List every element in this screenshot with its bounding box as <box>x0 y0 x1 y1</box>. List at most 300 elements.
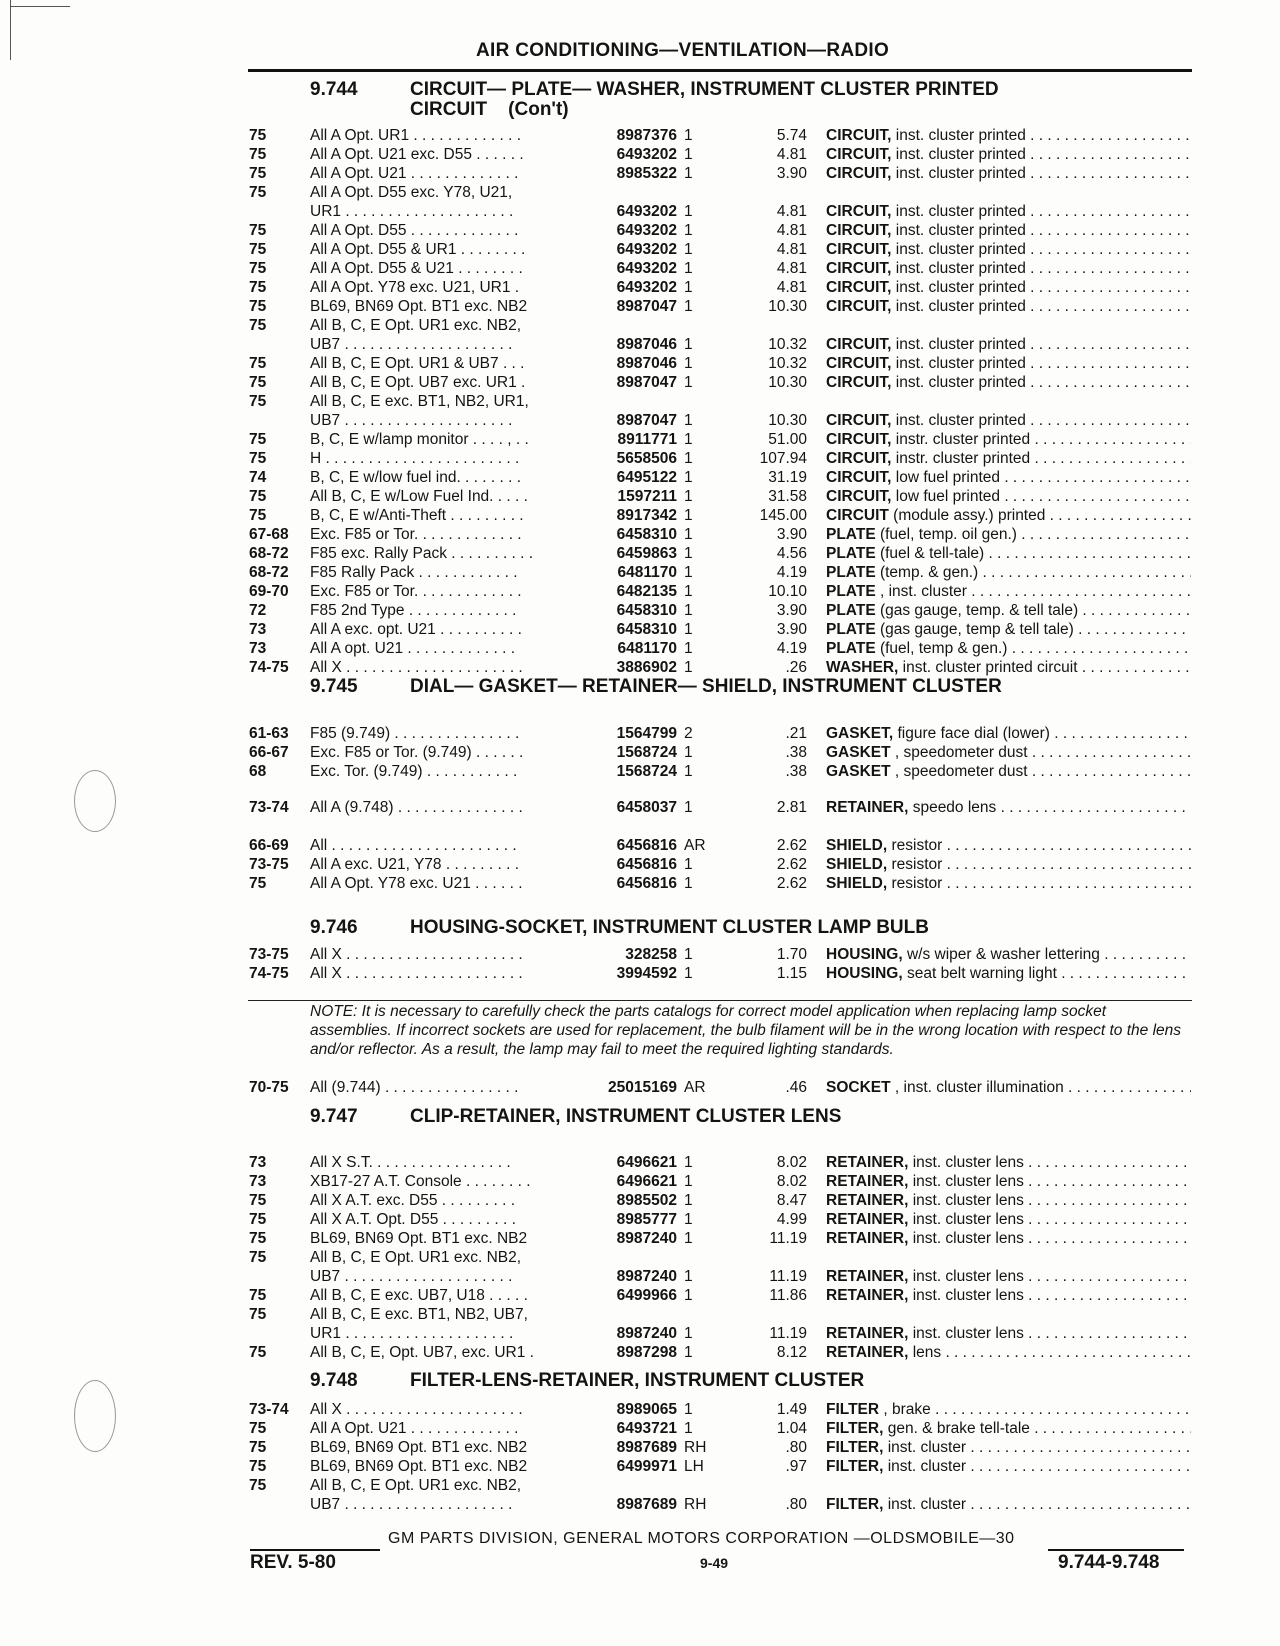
section-heading: HOUSING-SOCKET, INSTRUMENT CLUSTER LAMP BULB <box>410 917 929 938</box>
price: 4.81 <box>776 279 807 296</box>
price: 1.49 <box>776 1401 807 1418</box>
description-name: CIRCUIT, <box>826 222 892 239</box>
description-detail: (fuel & tell-tale) <box>875 545 985 562</box>
description <box>826 373 1191 392</box>
application: All B, C, E exc. UB7, U18 . . . . . <box>310 1287 528 1304</box>
model-years: 75 <box>249 355 267 372</box>
leader-dots <box>1007 640 1191 657</box>
part-number: 5658506 <box>616 450 677 467</box>
description-detail: inst. cluster printed circuit <box>898 659 1078 676</box>
description <box>826 126 1191 145</box>
leader-dots <box>1000 469 1191 486</box>
model-years: 73-74 <box>249 799 289 816</box>
part-number: 6499971 <box>616 1458 677 1475</box>
table-row <box>0 1248 1280 1267</box>
price: 4.81 <box>776 146 807 163</box>
table-row <box>0 278 1280 297</box>
leader-dots <box>1028 744 1191 761</box>
model-years: 75 <box>249 875 267 892</box>
table-row <box>0 762 1280 781</box>
section-number: 9.747 <box>310 1106 358 1127</box>
part-number: 6493202 <box>616 222 677 239</box>
description-detail: resistor <box>887 837 943 854</box>
leader-dots <box>1024 1192 1191 1209</box>
description-detail: resistor <box>887 875 943 892</box>
table-row <box>0 1419 1280 1438</box>
price: 1.15 <box>776 965 807 982</box>
quantity: 1 <box>684 222 693 239</box>
model-years: 75 <box>249 1439 267 1456</box>
application: All . . . . . . . . . . . . . . . . . . . . . . <box>310 837 517 854</box>
part-number: 328258 <box>625 946 677 963</box>
part-number: 6458310 <box>616 621 677 638</box>
price: 3.90 <box>776 621 807 638</box>
description-name: GASKET <box>826 744 891 761</box>
description-name: CIRCUIT, <box>826 146 892 163</box>
leader-dots <box>942 837 1191 854</box>
description-name: GASKET <box>826 763 891 780</box>
description-detail: inst. cluster <box>883 1458 967 1475</box>
description-detail: inst. cluster lens <box>908 1173 1024 1190</box>
section-number: 9.748 <box>310 1370 358 1391</box>
application: BL69, BN69 Opt. BT1 exc. NB2 <box>310 298 528 315</box>
price: 4.81 <box>776 260 807 277</box>
description-name: RETAINER, <box>826 1154 909 1171</box>
description <box>826 1324 1191 1343</box>
description-detail: , inst. cluster <box>875 583 967 600</box>
section-title <box>310 918 1190 938</box>
table-row <box>0 601 1280 620</box>
table-row <box>0 1400 1280 1419</box>
application: Exc. F85 or Tor. (9.749) . . . . . . <box>310 744 524 761</box>
quantity: 1 <box>684 1211 693 1228</box>
page-corner-mark <box>10 6 70 7</box>
leader-dots <box>1050 725 1191 742</box>
model-years: 75 <box>249 184 267 201</box>
application: All A Opt. Y78 exc. U21 . . . . . . <box>310 875 523 892</box>
table-row <box>0 874 1280 893</box>
description <box>826 582 1191 601</box>
description-detail: inst. cluster lens <box>908 1192 1024 1209</box>
description-name: GASKET, <box>826 725 894 742</box>
description-name: CIRCUIT, <box>826 450 892 467</box>
description <box>826 855 1191 874</box>
quantity: 1 <box>684 545 693 562</box>
price: 11.19 <box>769 1325 807 1342</box>
application: All A Opt. D55 exc. Y78, U21, <box>310 184 513 201</box>
quantity: 1 <box>684 856 693 873</box>
application: All X . . . . . . . . . . . . . . . . . . . . . <box>310 659 523 676</box>
table-row <box>0 658 1280 677</box>
quantity: AR <box>684 837 706 854</box>
application: All A exc. opt. U21 . . . . . . . . . . <box>310 621 522 638</box>
description <box>826 202 1191 221</box>
leader-dots <box>1057 965 1191 982</box>
price: 4.56 <box>776 545 807 562</box>
description-name: FILTER, <box>826 1420 884 1437</box>
description-name: FILTER, <box>826 1496 884 1513</box>
quantity: 1 <box>684 260 693 277</box>
description-name: PLATE <box>826 640 876 657</box>
price: .26 <box>785 659 807 676</box>
application: BL69, BN69 Opt. BT1 exc. NB2 <box>310 1439 528 1456</box>
quantity: 1 <box>684 744 693 761</box>
part-number: 6496621 <box>616 1154 677 1171</box>
quantity: 1 <box>684 946 693 963</box>
description-name: CIRCUIT, <box>826 336 892 353</box>
price: 10.32 <box>768 355 807 372</box>
description <box>826 145 1191 164</box>
description-name: PLATE <box>826 545 876 562</box>
part-number: 6459863 <box>616 545 677 562</box>
description-detail: (gas gauge, temp & tell tale) <box>875 621 1074 638</box>
description-detail: (fuel, temp. oil gen.) <box>875 526 1017 543</box>
description <box>826 798 1191 817</box>
description-name: WASHER, <box>826 659 899 676</box>
quantity: 1 <box>684 1154 693 1171</box>
leader-dots <box>966 1439 1191 1456</box>
description-detail: instr. cluster printed <box>891 450 1031 467</box>
price: 51.00 <box>768 431 807 448</box>
description <box>826 259 1191 278</box>
application: All A exc. U21, Y78 . . . . . . . . . <box>310 856 520 873</box>
footer-publisher: GM PARTS DIVISION, GENERAL MOTORS CORPORATION —OLDSMOBILE—30 <box>388 1530 1015 1547</box>
description-detail: inst. cluster printed <box>891 298 1026 315</box>
quantity: 1 <box>684 1192 693 1209</box>
price: 2.81 <box>776 799 807 816</box>
description-detail: (fuel, temp & gen.) <box>875 640 1008 657</box>
description-name: PLATE <box>826 621 876 638</box>
quantity: 1 <box>684 763 693 780</box>
application: All B, C, E Opt. UB7 exc. UR1 . <box>310 374 526 391</box>
description-detail: inst. cluster printed <box>891 374 1026 391</box>
application: BL69, BN69 Opt. BT1 exc. NB2 <box>310 1230 528 1247</box>
description-detail: speedo lens <box>908 799 997 816</box>
description-name: RETAINER, <box>826 1173 909 1190</box>
price: 4.19 <box>776 564 807 581</box>
table-row <box>0 392 1280 411</box>
model-years: 75 <box>249 127 267 144</box>
quantity: 1 <box>684 279 693 296</box>
part-number: 6493721 <box>616 1420 677 1437</box>
price: 8.47 <box>776 1192 807 1209</box>
leader-dots <box>1017 526 1191 543</box>
quantity: 1 <box>684 469 693 486</box>
description <box>826 1286 1191 1305</box>
application: All X . . . . . . . . . . . . . . . . . . . . . <box>310 965 523 982</box>
description <box>826 430 1191 449</box>
section-number: 9.746 <box>310 917 358 938</box>
part-number: 8987047 <box>616 374 677 391</box>
model-years: 75 <box>249 1192 267 1209</box>
description-name: SHIELD, <box>826 875 888 892</box>
application: Exc. Tor. (9.749) . . . . . . . . . . . <box>310 763 518 780</box>
description-detail: inst. cluster <box>883 1496 967 1513</box>
model-years: 75 <box>249 393 267 410</box>
price: 8.02 <box>776 1154 807 1171</box>
divider-rule <box>248 1000 1192 1001</box>
table-row <box>0 354 1280 373</box>
description <box>826 724 1191 743</box>
application: UR1 . . . . . . . . . . . . . . . . . . . . <box>310 1325 514 1342</box>
description <box>826 506 1191 525</box>
part-number: 6456816 <box>616 875 677 892</box>
model-years: 75 <box>249 260 267 277</box>
model-years: 74-75 <box>249 965 289 982</box>
leader-dots <box>1026 412 1191 429</box>
quantity: 1 <box>684 298 693 315</box>
leader-dots <box>1030 450 1191 467</box>
footer-rule-right <box>1048 1549 1184 1551</box>
model-years: 75 <box>249 279 267 296</box>
part-number: 6482135 <box>616 583 677 600</box>
description-name: CIRCUIT, <box>826 298 892 315</box>
section-heading: CLIP-RETAINER, INSTRUMENT CLUSTER LENS <box>410 1106 842 1127</box>
part-number: 1564799 <box>616 725 677 742</box>
description <box>826 1229 1191 1248</box>
leader-dots <box>941 1344 1191 1361</box>
table-row <box>0 1438 1280 1457</box>
description-name: SHIELD, <box>826 837 888 854</box>
application: All B, C, E exc. BT1, NB2, UB7, <box>310 1306 528 1323</box>
leader-dots <box>1026 336 1191 353</box>
part-number: 8987689 <box>616 1496 677 1513</box>
table-row <box>0 1267 1280 1286</box>
part-number: 8987047 <box>616 298 677 315</box>
quantity: 1 <box>684 583 693 600</box>
table-row <box>0 1476 1280 1495</box>
table-row <box>0 240 1280 259</box>
quantity: 2 <box>684 725 693 742</box>
table-row <box>0 468 1280 487</box>
description-detail: , inst. cluster illumination <box>890 1079 1064 1096</box>
description-detail: inst. cluster printed <box>891 279 1026 296</box>
application: H . . . . . . . . . . . . . . . . . . . . . . . <box>310 450 520 467</box>
description-name: HOUSING, <box>826 946 903 963</box>
description-name: CIRCUIT, <box>826 203 892 220</box>
table-row <box>0 1172 1280 1191</box>
model-years: 75 <box>249 450 267 467</box>
table-row <box>0 1343 1280 1362</box>
description <box>826 1153 1191 1172</box>
part-number: 8987240 <box>616 1230 677 1247</box>
application: All A opt. U21 . . . . . . . . . . . . . <box>310 640 516 657</box>
part-number: 8985777 <box>616 1211 677 1228</box>
application: All A Opt. Y78 exc. U21, UR1 . <box>310 279 520 296</box>
quantity: 1 <box>684 602 693 619</box>
table-row <box>0 259 1280 278</box>
description-detail: inst. cluster lens <box>908 1230 1024 1247</box>
price: 107.94 <box>759 450 807 467</box>
description-name: CIRCUIT, <box>826 355 892 372</box>
section-heading-continued: CIRCUIT (Con't) <box>410 99 569 120</box>
part-number: 6458037 <box>616 799 677 816</box>
description-detail: , brake <box>879 1401 931 1418</box>
price: 10.30 <box>768 298 807 315</box>
quantity: RH <box>684 1496 707 1513</box>
quantity: 1 <box>684 875 693 892</box>
quantity: 1 <box>684 374 693 391</box>
description-name: PLATE <box>826 583 876 600</box>
description <box>826 1400 1191 1419</box>
description-detail: inst. cluster <box>883 1439 967 1456</box>
application: Exc. F85 or Tor. . . . . . . . . . . . . <box>310 526 522 543</box>
leader-dots <box>1024 1173 1191 1190</box>
quantity: 1 <box>684 336 693 353</box>
leader-dots <box>1024 1230 1191 1247</box>
model-years: 68 <box>249 763 267 780</box>
footer-section-range: 9.744-9.748 <box>1058 1552 1160 1573</box>
leader-dots <box>1024 1154 1191 1171</box>
part-number: 3886902 <box>616 659 677 676</box>
quantity: 1 <box>684 1268 693 1285</box>
model-years: 75 <box>249 488 267 505</box>
header-rule <box>248 69 1192 72</box>
application: F85 exc. Rally Pack . . . . . . . . . . <box>310 545 534 562</box>
description <box>826 601 1191 620</box>
leader-dots <box>942 856 1191 873</box>
description-name: FILTER <box>826 1401 880 1418</box>
application: All X . . . . . . . . . . . . . . . . . . . . . <box>310 1401 523 1418</box>
price: .97 <box>785 1458 807 1475</box>
leader-dots <box>1000 488 1191 505</box>
description-detail: (module assy.) printed <box>888 507 1046 524</box>
price: 31.19 <box>768 469 807 486</box>
model-years: 75 <box>249 1477 267 1494</box>
application: All X S.T. . . . . . . . . . . . . . . . . <box>310 1154 511 1171</box>
model-years: 75 <box>249 507 267 524</box>
price: 11.19 <box>769 1268 807 1285</box>
table-row <box>0 126 1280 145</box>
part-number: 1568724 <box>616 763 677 780</box>
description-detail: (gas gauge, temp. & tell tale) <box>875 602 1079 619</box>
description-detail: low fuel printed <box>891 469 1001 486</box>
application: XB17-27 A.T. Console . . . . . . . . <box>310 1173 531 1190</box>
description-name: PLATE <box>826 564 876 581</box>
part-number: 6458310 <box>616 526 677 543</box>
description <box>826 544 1191 563</box>
leader-dots <box>1030 431 1191 448</box>
model-years: 73 <box>249 640 267 657</box>
table-row <box>0 183 1280 202</box>
application: All A Opt. D55 . . . . . . . . . . . . . <box>310 222 519 239</box>
section-title <box>310 1107 1190 1127</box>
table-row <box>0 724 1280 743</box>
part-number: 6493202 <box>616 241 677 258</box>
description-detail: lens <box>908 1344 942 1361</box>
description-name: PLATE <box>826 602 876 619</box>
leader-dots <box>1026 146 1191 163</box>
part-number: 6495122 <box>616 469 677 486</box>
part-number: 6493202 <box>616 260 677 277</box>
part-number: 6493202 <box>616 146 677 163</box>
price: 3.90 <box>776 165 807 182</box>
application: Exc. F85 or Tor. . . . . . . . . . . . . <box>310 583 522 600</box>
table-row <box>0 373 1280 392</box>
table-row <box>0 316 1280 335</box>
description-name: CIRCUIT, <box>826 165 892 182</box>
description-detail: seat belt warning light <box>902 965 1057 982</box>
description <box>826 1343 1191 1362</box>
model-years: 75 <box>249 1344 267 1361</box>
description-detail: inst. cluster printed <box>891 336 1026 353</box>
table-row <box>0 563 1280 582</box>
application: All A Opt. D55 & UR1 . . . . . . . . <box>310 241 526 258</box>
table-row <box>0 145 1280 164</box>
description-name: RETAINER, <box>826 1268 909 1285</box>
section-heading: FILTER-LENS-RETAINER, INSTRUMENT CLUSTER <box>410 1370 865 1391</box>
model-years: 75 <box>249 298 267 315</box>
model-years: 73 <box>249 621 267 638</box>
leader-dots <box>966 1496 1191 1513</box>
price: 1.70 <box>776 946 807 963</box>
model-years: 68-72 <box>249 545 289 562</box>
description <box>826 563 1191 582</box>
description <box>826 658 1191 677</box>
table-row <box>0 836 1280 855</box>
part-number: 8911771 <box>617 431 677 448</box>
application: B, C, E w/lamp monitor . . . . , . . <box>310 431 529 448</box>
description-name: SHIELD, <box>826 856 888 873</box>
table-row <box>0 1153 1280 1172</box>
application: All B, C, E Opt. UR1 exc. NB2, <box>310 1249 522 1266</box>
part-number: 6496621 <box>616 1173 677 1190</box>
description <box>826 278 1191 297</box>
description-name: CIRCUIT, <box>826 374 892 391</box>
model-years: 75 <box>249 1420 267 1437</box>
leader-dots <box>1030 1420 1191 1437</box>
description-detail: inst. cluster printed <box>891 146 1026 163</box>
part-number: 6493202 <box>616 203 677 220</box>
model-years: 74-75 <box>249 659 289 676</box>
description <box>826 297 1191 316</box>
leader-dots <box>1026 165 1191 182</box>
application: F85 Rally Pack . . . . . . . . . . . . <box>310 564 518 581</box>
leader-dots <box>1078 659 1191 676</box>
leader-dots <box>967 583 1191 600</box>
leader-dots <box>984 545 1191 562</box>
table-row <box>0 525 1280 544</box>
quantity: 1 <box>684 450 693 467</box>
price: 10.10 <box>768 583 807 600</box>
leader-dots <box>1024 1325 1191 1342</box>
part-number: 6499966 <box>616 1287 677 1304</box>
part-number: 8985502 <box>616 1192 677 1209</box>
price: 4.99 <box>776 1211 807 1228</box>
part-number: 8987298 <box>616 1344 677 1361</box>
part-number: 6456816 <box>616 856 677 873</box>
application: All X . . . . . . . . . . . . . . . . . . . . . <box>310 946 523 963</box>
quantity: 1 <box>684 659 693 676</box>
description <box>826 945 1191 964</box>
note-text: NOTE: It is necessary to carefully check the parts catalogs for correct model application when replacing lamp socket assemblies. If incorrect sockets are used for replacement, the bulb filament will be in the wrong location with respect to the lens and/or reflector. As a result, the lamp may fail to meet the required lighting standards. <box>310 1003 1182 1058</box>
model-years: 75 <box>249 165 267 182</box>
description <box>826 743 1191 762</box>
description-name: CIRCUIT, <box>826 488 892 505</box>
price: 8.12 <box>776 1344 807 1361</box>
table-row <box>0 544 1280 563</box>
table-row <box>0 1191 1280 1210</box>
description-detail: inst. cluster lens <box>908 1211 1024 1228</box>
section-title <box>310 677 1190 697</box>
quantity: 1 <box>684 488 693 505</box>
application: All A Opt. U21 . . . . . . . . . . . . . <box>310 165 519 182</box>
leader-dots <box>1026 355 1191 372</box>
description-name: CIRCUIT, <box>826 412 892 429</box>
model-years: 66-67 <box>249 744 289 761</box>
description-detail: inst. cluster lens <box>908 1325 1024 1342</box>
part-number: 1568724 <box>616 744 677 761</box>
